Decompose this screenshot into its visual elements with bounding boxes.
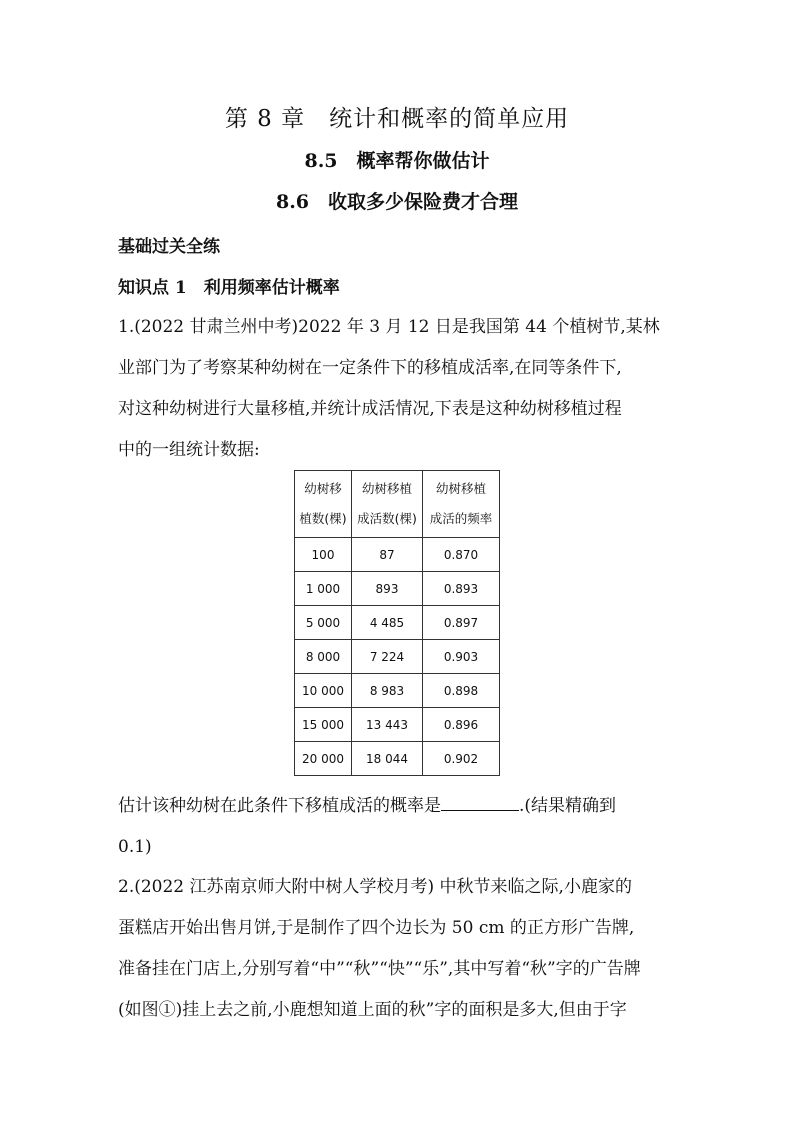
answer-blank [441, 796, 519, 811]
table-row [295, 708, 500, 742]
problem-1-line: 对这种幼树进行大量移植,并统计成活情况,下表是这种幼树移植过程 [118, 399, 622, 419]
table-cell: 1 000 [295, 572, 352, 606]
header-text: 成活数(棵) [357, 511, 417, 526]
table-row [295, 538, 500, 572]
question-line: 0.1) [118, 837, 152, 857]
question-line [118, 786, 678, 827]
table-cell: 0.870 [423, 538, 500, 572]
table-row [295, 742, 500, 776]
header-text: 幼树移 [304, 481, 342, 496]
section-title-8-6: 8.6 收取多少保险费才合理 [275, 191, 519, 213]
problem-2-line: 蛋糕店开始出售月饼,于是制作了四个边长为 50 cm 的正方形广告牌, [118, 918, 635, 938]
problem-1-line: 中的一组统计数据: [118, 440, 260, 460]
problem-2-line: 准备挂在门店上,分别写着“中”“秋”“快”“乐”,其中写着“秋”字的广告牌 [118, 959, 641, 979]
knowledge-point-heading: 知识点 1 利用频率估计概率 [118, 278, 340, 298]
table-cell: 7 224 [352, 640, 423, 674]
section-title-8-5: 8.5 概率帮你做估计 [304, 150, 490, 172]
table-cell: 5 000 [295, 606, 352, 640]
table-cell: 15 000 [295, 708, 352, 742]
seedling-data-table [294, 470, 500, 776]
table-cell: 0.893 [423, 572, 500, 606]
table-header-cell [352, 471, 423, 538]
table-cell: 13 443 [352, 708, 423, 742]
problem-1-line: 1.(2022 甘肃兰州中考)2022 年 3 月 12 日是我国第 44 个植树节,某林 [118, 317, 660, 337]
table-cell: 0.896 [423, 708, 500, 742]
table-header-cell [423, 471, 500, 538]
problem-2-line: 2.(2022 江苏南京师大附中树人学校月考) 中秋节来临之际,小鹿家的 [118, 877, 632, 897]
header-text: 植数(棵) [299, 511, 347, 526]
table-cell: 0.897 [423, 606, 500, 640]
table-cell: 8 983 [352, 674, 423, 708]
table-cell: 893 [352, 572, 423, 606]
table-row [295, 640, 500, 674]
table-cell: 18 044 [352, 742, 423, 776]
header-text: 幼树移植 [435, 481, 486, 496]
table-cell: 0.902 [423, 742, 500, 776]
problem-1-line: 业部门为了考察某种幼树在一定条件下的移植成活率,在同等条件下, [118, 358, 622, 378]
header-text: 成活的频率 [429, 511, 493, 526]
problem-1-question [118, 786, 678, 868]
table-row [295, 674, 500, 708]
table-row [295, 572, 500, 606]
table-cell: 87 [352, 538, 423, 572]
problem-2-text [118, 867, 678, 1031]
problem-2-line: (如图①)挂上去之前,小鹿想知道上面的秋”字的面积是多大,但由于字 [118, 1000, 627, 1020]
question-text-before-blank: 估计该种幼树在此条件下移植成活的概率是 [118, 796, 441, 816]
table-header-row [295, 471, 500, 538]
table-cell: 20 000 [295, 742, 352, 776]
chapter-title: 第 8 章 统计和概率的简单应用 [224, 106, 570, 132]
table-cell: 100 [295, 538, 352, 572]
table-cell: 8 000 [295, 640, 352, 674]
header-text: 幼树移植 [361, 481, 412, 496]
practice-heading: 基础过关全练 [118, 237, 220, 257]
table-row [295, 606, 500, 640]
table-cell: 4 485 [352, 606, 423, 640]
table-cell: 10 000 [295, 674, 352, 708]
table-cell: 0.898 [423, 674, 500, 708]
problem-1-text [118, 307, 678, 471]
table-header-cell [295, 471, 352, 538]
table-cell: 0.903 [423, 640, 500, 674]
question-text-after-blank: .(结果精确到 [519, 796, 617, 816]
